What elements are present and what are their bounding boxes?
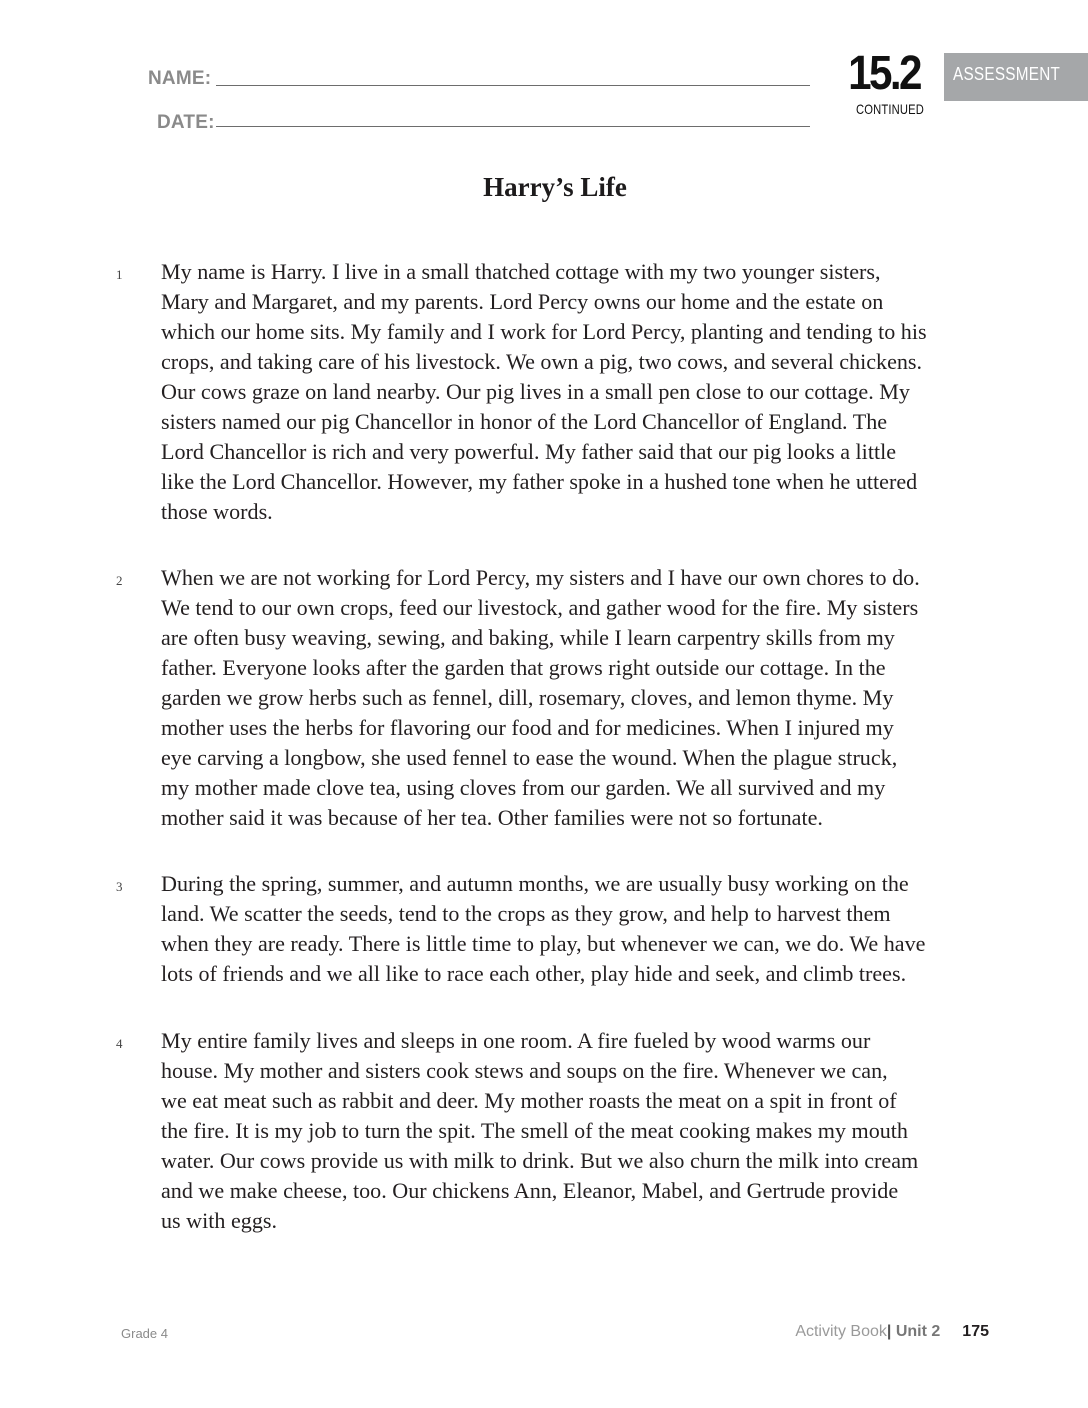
text-line: Our cows graze on land nearby. Our pig lives in a small pen close to our cottage. My xyxy=(161,379,910,404)
text-line: eye carving a longbow, she used fennel to ease the wound. When the plague struck, xyxy=(161,745,898,770)
paragraph-number: 4 xyxy=(116,1036,123,1051)
assessment-label: ASSESSMENT xyxy=(953,64,1061,84)
text-line: and we make cheese, too. Our chickens Ann, Eleanor, Mabel, and Gertrude provide xyxy=(161,1178,899,1203)
text-line: garden we grow herbs such as fennel, dill, rosemary, cloves, and lemon thyme. My xyxy=(161,685,894,710)
lesson-continued-label: CONTINUED xyxy=(855,101,925,117)
text-line: When we are not working for Lord Percy, my sisters and I have our own chores to do. xyxy=(161,565,920,590)
paragraph-number: 3 xyxy=(116,879,123,894)
lesson-number: 15.2 xyxy=(848,47,920,100)
text-line: Mary and Margaret, and my parents. Lord Percy owns our home and the estate on xyxy=(161,289,884,314)
text-line: the fire. It is my job to turn the spit. The smell of the meat cooking makes my mouth xyxy=(161,1118,908,1143)
text-line: My name is Harry. I live in a small thatched cottage with my two younger sisters, xyxy=(161,259,881,284)
text-line: are often busy weaving, sewing, and baking, while I learn carpentry skills from my xyxy=(161,625,895,650)
paragraph-2 xyxy=(161,563,1011,833)
text-line: lots of friends and we all like to race each other, play hide and seek, and climb trees. xyxy=(161,961,907,986)
grade-label: Grade 4 xyxy=(121,1326,168,1341)
text-line: land. We scatter the seeds, tend to the crops as they grow, and help to harvest them xyxy=(161,901,891,926)
text-line: us with eggs. xyxy=(161,1208,277,1233)
text-line: water. Our cows provide us with milk to drink. But we also churn the milk into cream xyxy=(161,1148,919,1173)
name-label: NAME: xyxy=(148,68,212,89)
text-line: mother said it was because of her tea. Other families were not so fortunate. xyxy=(161,805,823,830)
book-title: Activity Book xyxy=(795,1323,887,1340)
paragraph-1 xyxy=(161,257,1011,527)
text-line: which our home sits. My family and I work for Lord Percy, planting and tending to his xyxy=(161,319,927,344)
text-line: sisters named our pig Chancellor in honor of the Lord Chancellor of England. The xyxy=(161,409,888,434)
page-title: Harry’s Life xyxy=(483,172,627,202)
text-line: like the Lord Chancellor. However, my father spoke in a hushed tone when he uttered xyxy=(161,469,918,494)
paragraph-4 xyxy=(161,1026,1011,1236)
text-line: We tend to our own crops, feed our livestock, and gather wood for the fire. My sisters xyxy=(161,595,919,620)
date-line xyxy=(216,126,810,127)
date-label: DATE: xyxy=(157,112,215,133)
text-line: we eat meat such as rabbit and deer. My mother roasts the meat on a spit in front of xyxy=(161,1088,897,1113)
paragraph-3 xyxy=(161,869,1011,989)
paragraph-number: 2 xyxy=(116,573,123,588)
text-line: mother uses the herbs for flavoring our food and for medicines. When I injured my xyxy=(161,715,894,740)
footer-book-info xyxy=(795,1323,989,1341)
text-line: house. My mother and sisters cook stews and soups on the fire. Whenever we can, xyxy=(161,1058,888,1083)
text-line: Lord Chancellor is rich and very powerful. My father said that our pig looks a little xyxy=(161,439,897,464)
name-line xyxy=(216,85,810,86)
page-number: 175 xyxy=(962,1323,989,1340)
unit-label: Unit 2 xyxy=(895,1323,941,1340)
text-line: father. Everyone looks after the garden that grows right outside our cottage. In the xyxy=(161,655,886,680)
text-line: when they are ready. There is little time to play, but whenever we can, we do. We have xyxy=(161,931,926,956)
text-line: my mother made clove tea, using cloves from our garden. We all survived and my xyxy=(161,775,886,800)
text-line: crops, and taking care of his livestock. We own a pig, two cows, and several chickens. xyxy=(161,349,923,374)
paragraph-number: 1 xyxy=(116,267,123,282)
text-line: those words. xyxy=(161,499,273,524)
text-line: During the spring, summer, and autumn months, we are usually busy working on the xyxy=(161,871,909,896)
text-line: My entire family lives and sleeps in one room. A fire fueled by wood warms our xyxy=(161,1028,871,1053)
footer-separator: | xyxy=(886,1323,892,1340)
